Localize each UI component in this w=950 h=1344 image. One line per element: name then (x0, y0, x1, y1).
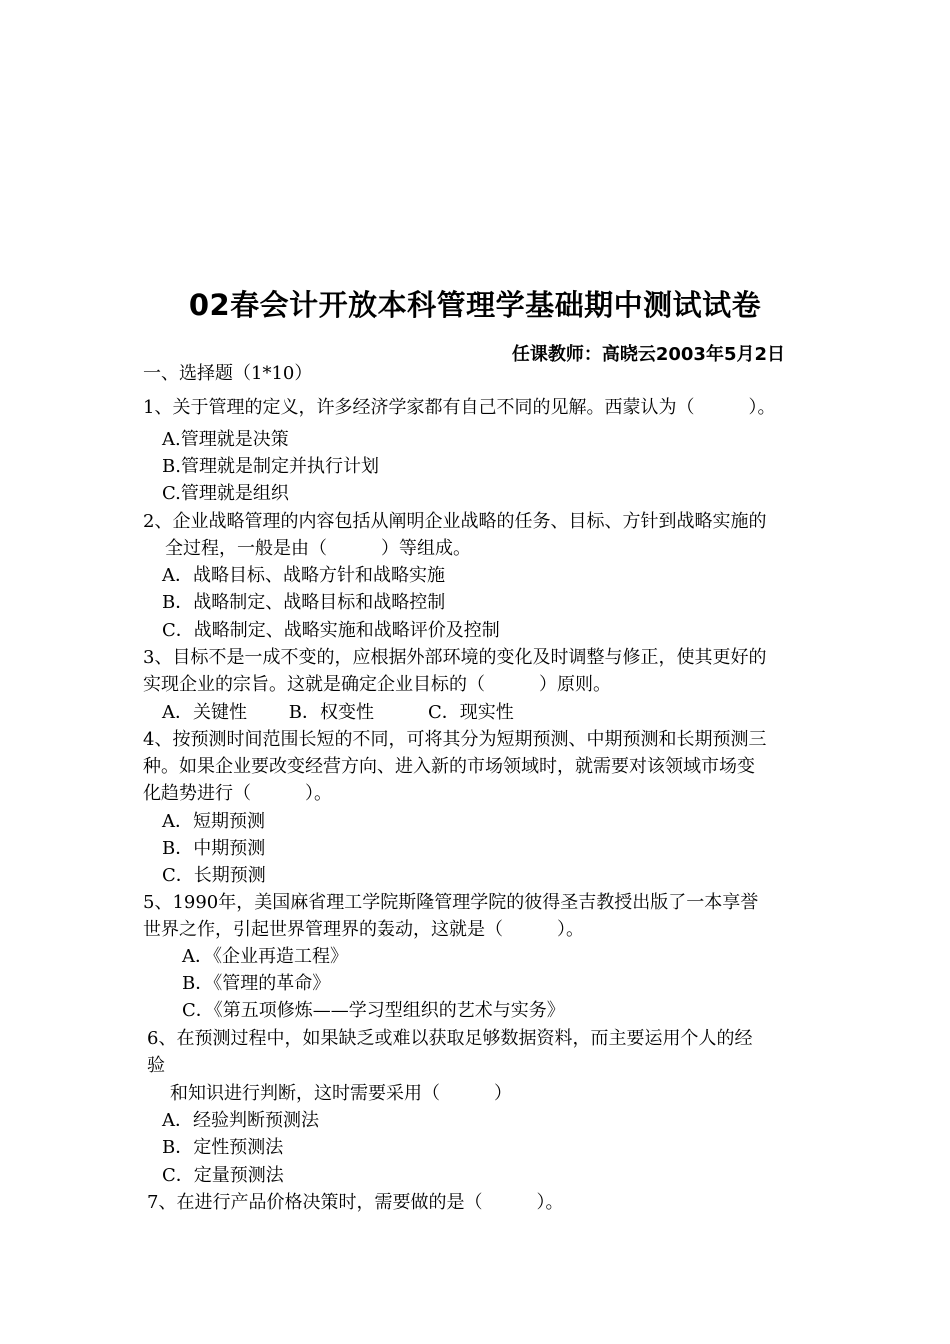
question-1-option-b: B.管理就是制定并执行计划 (162, 456, 379, 477)
question-5-stem-line1: 5、1990年，美国麻省理工学院斯隆管理学院的彼得圣吉教授出版了一本享誉 (143, 892, 759, 913)
question-3-stem-line2: 实现企业的宗旨。这就是确定企业目标的（ ）原则。 (143, 674, 611, 695)
question-5-option-a: A．《企业再造工程》 (182, 946, 348, 967)
question-4-option-c: C．长期预测 (162, 865, 266, 886)
question-3-stem-line1: 3、目标不是一成不变的，应根据外部环境的变化及时调整与修正，使其更好的 (143, 647, 767, 668)
question-2-stem-line2: 全过程，一般是由（ ）等组成。 (165, 538, 471, 559)
document-title: 02春会计开放本科管理学基础期中测试试卷 (188, 288, 762, 322)
question-4-stem-line3: 化趋势进行（ ）。 (143, 783, 332, 804)
question-6-option-c: C．定量预测法 (162, 1165, 284, 1186)
question-4-option-a: A．短期预测 (162, 811, 265, 832)
question-5-option-b: B．《管理的革命》 (182, 973, 331, 994)
question-1-option-a: A.管理就是决策 (162, 429, 289, 450)
question-6-stem-line2: 验 (147, 1055, 165, 1076)
question-4-stem-line1: 4、按预测时间范围长短的不同，可将其分为短期预测、中期预测和长期预测三 (143, 729, 767, 750)
teacher-date-line: 任课教师：高晓云2003年5月2日 (511, 344, 785, 365)
question-2-stem-line1: 2、企业战略管理的内容包括从阐明企业战略的任务、目标、方针到战略实施的 (143, 511, 767, 532)
question-6-option-b: B．定性预测法 (162, 1137, 284, 1158)
question-2-option-b: B．战略制定、战略目标和战略控制 (162, 592, 446, 613)
question-2-option-c: C．战略制定、战略实施和战略评价及控制 (162, 620, 500, 641)
question-7-stem: 7、在进行产品价格决策时，需要做的是（ ）。 (147, 1192, 564, 1213)
question-4-stem-line2: 种。如果企业要改变经营方向、进入新的市场领域时，就需要对该领域市场变 (143, 756, 755, 777)
question-4-option-b: B．中期预测 (162, 838, 266, 859)
question-1-stem: 1、关于管理的定义，许多经济学家都有自己不同的见解。西蒙认为（ ）。 (143, 397, 776, 418)
question-2-option-a: A．战略目标、战略方针和战略实施 (162, 565, 445, 586)
question-5-option-c: C．《第五项修炼——学习型组织的艺术与实务》 (182, 1000, 565, 1021)
question-6-stem-line3: 和知识进行判断，这时需要采用（ ） (170, 1083, 512, 1104)
question-6-stem-line1: 6、在预测过程中，如果缺乏或难以获取足够数据资料，而主要运用个人的经 (147, 1028, 753, 1049)
question-3-options: A．关键性 B．权变性 C．现实性 (162, 702, 514, 723)
question-1-option-c: C.管理就是组织 (162, 483, 289, 504)
section-heading: 一、选择题（1*10） (143, 363, 313, 384)
question-6-option-a: A．经验判断预测法 (162, 1110, 319, 1131)
question-5-stem-line2: 世界之作，引起世界管理界的轰动，这就是（ ）。 (143, 919, 584, 940)
